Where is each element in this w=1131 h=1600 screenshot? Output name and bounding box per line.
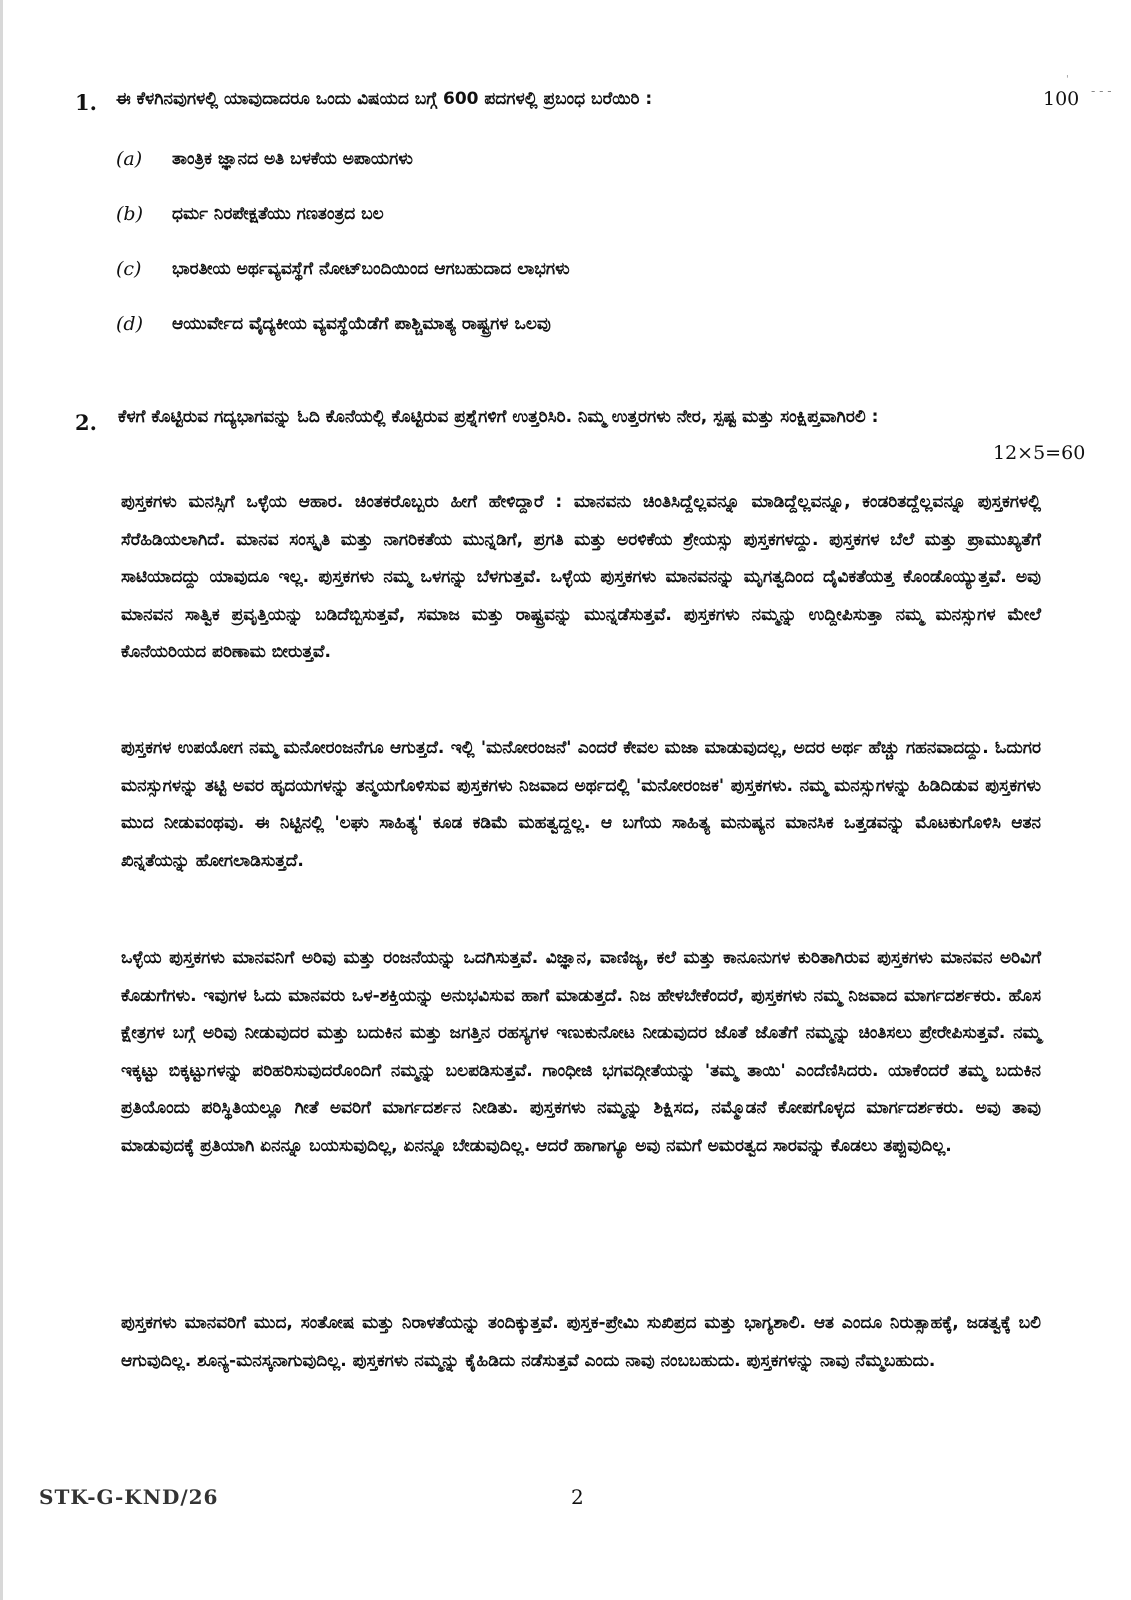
option-d [116, 307, 1016, 341]
option-b [116, 197, 1016, 231]
question-1-marks: 100 [1043, 88, 1080, 110]
option-b-label: (b) [116, 203, 143, 225]
option-a [116, 142, 1016, 176]
question-2-number: 2. [75, 410, 97, 435]
option-c-label: (c) [116, 258, 142, 280]
option-d-label: (d) [116, 313, 143, 335]
page-number: 2 [571, 1485, 584, 1509]
scan-speck: ' [1066, 74, 1069, 85]
passage-paragraph-3: ಒಳ್ಳೆಯ ಪುಸ್ತಕಗಳು ಮಾನವನಿಗೆ ಅರಿವು ಮತ್ತು ರಂಜನೆಯನ್ನು ಒದಗಿಸುತ್ತವೆ. ವಿಜ್ಞಾನ, ವಾಣಿಜ್ಯ, ಕಲೆ ಮತ್ತು ಕಾನೂನುಗಳ ಕುರಿತಾಗಿರುವ ಪುಸ್ತಕಗಳು ಮಾನವನ ಅರಿವಿಗೆ ಕೊಡುಗೆಗಳು. ಇವುಗಳ ಓದು ಮಾನವರು ಒಳ-ಶಕ್ತಿಯನ್ನು ಅನುಭವಿಸುವ ಹಾಗೆ ಮಾಡುತ್ತದೆ. ನಿಜ ಹೇಳಬೇಕೆಂದರೆ, ಪುಸ್ತಕಗಳು ನಮ್ಮ ನಿಜವಾದ ಮಾರ್ಗದರ್ಶಕರು. ಹೊಸ ಕ್ಷೇತ್ರಗಳ ಬಗ್ಗೆ ಅರಿವು ನೀಡುವುದರ ಮತ್ತು ಬದುಕಿನ ಮತ್ತು ಜಗತ್ತಿನ ರಹಸ್ಯಗಳ ಇಣುಕುನೋಟ ನೀಡುವುದರ ಜೊತೆ ಜೊತೆಗೆ ನಮ್ಮನ್ನು ಚಿಂತಿಸಲು ಪ್ರೇರೇಪಿಸುತ್ತವೆ. ನಮ್ಮ ಇಕ್ಕಟ್ಟು ಬಿಕ್ಕಟ್ಟುಗಳನ್ನು ಪರಿಹರಿಸುವುದರೊಂದಿಗೆ ನಮ್ಮನ್ನು ಬಲಪಡಿಸುತ್ತವೆ. ಗಾಂಧೀಜಿ ಭಗವದ್ಗೀತೆಯನ್ನು 'ತಮ್ಮ ತಾಯಿ' ಎಂದೆಣಿಸಿದರು. ಯಾಕೆಂದರೆ ತಮ್ಮ ಬದುಕಿನ ಪ್ರತಿಯೊಂದು ಪರಿಸ್ಥಿತಿಯಲ್ಲೂ ಗೀತೆ ಅವರಿಗೆ ಮಾರ್ಗದರ್ಶನ ನೀಡಿತು. ಪುಸ್ತಕಗಳು ನಮ್ಮನ್ನು ಶಿಕ್ಷಿಸದ, ನಮ್ಮೊಡನೆ ಕೋಪಗೊಳ್ಳದ ಮಾರ್ಗದರ್ಶಕರು. ಅವು ತಾವು ಮಾಡುವುದಕ್ಕೆ ಪ್ರತಿಯಾಗಿ ಏನನ್ನೂ ಬಯಸುವುದಿಲ್ಲ, ಏನನ್ನೂ ಬೇಡುವುದಿಲ್ಲ. ಆದರೆ ಹಾಗಾಗ್ಯೂ ಅವು ನಮಗೆ ಅಮರತ್ವದ ಸಾರವನ್ನು ಕೊಡಲು ತಪ್ಪುವುದಿಲ್ಲ. [121, 948, 1041, 1156]
option-c-text: ಭಾರತೀಯ ಅರ್ಥವ್ಯವಸ್ಥೆಗೆ ನೋಟ್‌ಬಂದಿಯಿಂದ ಆಗಬಹುದಾದ ಲಾಭಗಳು [172, 259, 570, 279]
option-b-text: ಧರ್ಮ ನಿರಪೇಕ್ಷತೆಯು ಗಣತಂತ್ರದ ಬಲ [172, 204, 384, 224]
question-2-text: ಕೆಳಗೆ ಕೊಟ್ಟಿರುವ ಗದ್ಯಭಾಗವನ್ನು ಓದಿ ಕೊನೆಯಲ್ಲಿ ಕೊಟ್ಟಿರುವ ಪ್ರಶ್ನೆಗಳಿಗೆ ಉತ್ತರಿಸಿರಿ. ನಿಮ್ಮ ಉತ್ತರಗಳು ನೇರ, ಸ್ಪಷ್ಟ ಮತ್ತು ಸಂಕ್ಷಿಪ್ತವಾಗಿರಲಿ : [118, 407, 879, 427]
question-2-marks: 12×5=60 [993, 442, 1086, 464]
passage-paragraph-1: ಪುಸ್ತಕಗಳು ಮನಸ್ಸಿಗೆ ಒಳ್ಳೆಯ ಆಹಾರ. ಚಿಂತಕರೊಬ್ಬರು ಹೀಗೆ ಹೇಳಿದ್ದಾರೆ : ಮಾನವನು ಚಿಂತಿಸಿದ್ದೆಲ್ಲವನ್ನೂ ಮಾಡಿದ್ದೆಲ್ಲವನ್ನೂ, ಕಂಡರಿತದ್ದೆಲ್ಲವನ್ನೂ ಪುಸ್ತಕಗಳಲ್ಲಿ ಸೆರೆಹಿಡಿಯಲಾಗಿದೆ. ಮಾನವ ಸಂಸ್ಕೃತಿ ಮತ್ತು ನಾಗರಿಕತೆಯ ಮುನ್ನಡಿಗೆ, ಪ್ರಗತಿ ಮತ್ತು ಅರಳಿಕೆಯ ಶ್ರೇಯಸ್ಸು ಪುಸ್ತಕಗಳದ್ದು. ಪುಸ್ತಕಗಳ ಬೆಲೆ ಮತ್ತು ಪ್ರಾಮುಖ್ಯತೆಗೆ ಸಾಟಿಯಾದದ್ದು ಯಾವುದೂ ಇಲ್ಲ. ಪುಸ್ತಕಗಳು ನಮ್ಮ ಒಳಗನ್ನು ಬೆಳಗುತ್ತವೆ. ಒಳ್ಳೆಯ ಪುಸ್ತಕಗಳು ಮಾನವನನ್ನು ಮೃಗತ್ವದಿಂದ ದೈವಿಕತೆಯತ್ತ ಕೊಂಡೊಯ್ಯುತ್ತವೆ. ಅವು ಮಾನವನ ಸಾತ್ವಿಕ ಪ್ರವೃತ್ತಿಯನ್ನು ಬಡಿದೆಬ್ಬಿಸುತ್ತವೆ, ಸಮಾಜ ಮತ್ತು ರಾಷ್ಟ್ರವನ್ನು ಮುನ್ನಡೆಸುತ್ತವೆ. ಪುಸ್ತಕಗಳು ನಮ್ಮನ್ನು ಉದ್ದೀಪಿಸುತ್ತಾ ನಮ್ಮ ಮನಸ್ಸುಗಳ ಮೇಲೆ ಕೊನೆಯರಿಯದ ಪರಿಣಾಮ ಬೀರುತ್ತವೆ. [121, 492, 1041, 662]
option-a-text: ತಾಂತ್ರಿಕ ಜ್ಞಾನದ ಅತಿ ಬಳಕೆಯ ಅಪಾಯಗಳು [172, 149, 413, 169]
paper-code: STK-G-KND/26 [39, 1485, 219, 1509]
option-d-text: ಆಯುರ್ವೇದ ವೈದ್ಯಕೀಯ ವ್ಯವಸ್ಥೆಯೆಡೆಗೆ ಪಾಶ್ಚಿಮಾತ್ಯ ರಾಷ್ಟ್ರಗಳ ಒಲವು [172, 314, 551, 334]
question-1-text: ಈ ಕೆಳಗಿನವುಗಳಲ್ಲಿ ಯಾವುದಾದರೂ ಒಂದು ವಿಷಯದ ಬಗ್ಗೆ 600 ಪದಗಳಲ್ಲಿ ಪ್ರಬಂಧ ಬರೆಯಿರಿ : [116, 89, 653, 109]
option-a-label: (a) [116, 148, 143, 170]
passage-paragraph-2: ಪುಸ್ತಕಗಳ ಉಪಯೋಗ ನಮ್ಮ ಮನೋರಂಜನೆಗೂ ಆಗುತ್ತದೆ. ಇಲ್ಲಿ 'ಮನೋರಂಜನೆ' ಎಂದರೆ ಕೇವಲ ಮಜಾ ಮಾಡುವುದಲ್ಲ, ಅದರ ಅರ್ಥ ಹೆಚ್ಚು ಗಹನವಾದದ್ದು. ಓದುಗರ ಮನಸ್ಸುಗಳನ್ನು ತಟ್ಟಿ ಅವರ ಹೃದಯಗಳನ್ನು ತನ್ಮಯಗೊಳಿಸುವ ಪುಸ್ತಕಗಳು ನಿಜವಾದ ಅರ್ಥದಲ್ಲಿ 'ಮನೋರಂಜಕ' ಪುಸ್ತಕಗಳು. ನಮ್ಮ ಮನಸ್ಸುಗಳನ್ನು ಹಿಡಿದಿಡುವ ಪುಸ್ತಕಗಳು ಮುದ ನೀಡುವಂಥವು. ಈ ನಿಟ್ಟಿನಲ್ಲಿ 'ಲಘು ಸಾಹಿತ್ಯ' ಕೂಡ ಕಡಿಮೆ ಮಹತ್ವದ್ದಲ್ಲ. ಆ ಬಗೆಯ ಸಾಹಿತ್ಯ ಮನುಷ್ಯನ ಮಾನಸಿಕ ಒತ್ತಡವನ್ನು ಮೊಟಕುಗೊಳಿಸಿ ಆತನ ಖಿನ್ನತೆಯನ್ನು ಹೋಗಲಾಡಿಸುತ್ತದೆ. [121, 738, 1041, 871]
passage-paragraph-4: ಪುಸ್ತಕಗಳು ಮಾನವರಿಗೆ ಮುದ, ಸಂತೋಷ ಮತ್ತು ನಿರಾಳತೆಯನ್ನು ತಂದಿಕ್ಕುತ್ತವೆ. ಪುಸ್ತಕ-ಪ್ರೇಮಿ ಸುಖಿಪ್ರದ ಮತ್ತು ಭಾಗ್ಯಶಾಲಿ. ಆತ ಎಂದೂ ನಿರುತ್ಸಾಹಕ್ಕೆ, ಜಡತ್ವಕ್ಕೆ ಬಲಿ ಆಗುವುದಿಲ್ಲ. ಶೂನ್ಯ-ಮನಸ್ಕನಾಗುವುದಿಲ್ಲ. ಪುಸ್ತಕಗಳು ನಮ್ಮನ್ನು ಕೈಹಿಡಿದು ನಡೆಸುತ್ತವೆ ಎಂದು ನಾವು ನಂಬಬಹುದು. ಪುಸ್ತಕಗಳನ್ನು ನಾವು ನೆಮ್ಮಬಹುದು. [121, 1313, 1041, 1371]
option-c [116, 252, 1016, 286]
scan-mark: - - - [1091, 84, 1112, 98]
question-1-number: 1. [75, 90, 97, 115]
